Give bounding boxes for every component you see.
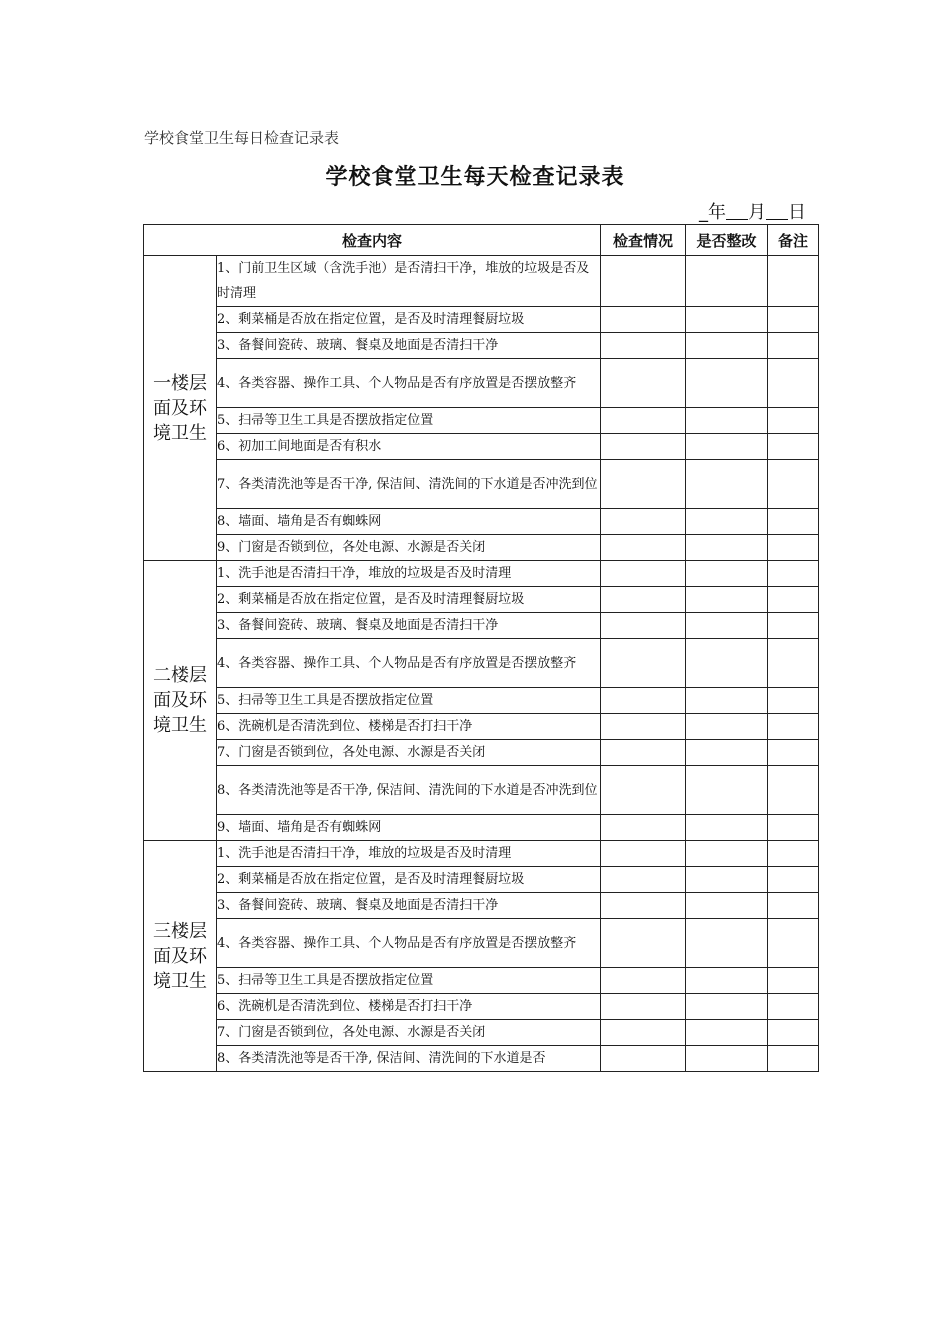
rectified-cell[interactable] [686, 994, 768, 1020]
status-cell[interactable] [601, 333, 686, 359]
table-body [144, 256, 819, 1072]
remarks-cell[interactable] [768, 714, 819, 740]
section-label-line: 二楼层 [153, 665, 207, 686]
check-item: 4、各类容器、操作工具、个人物品是否有序放置是否摆放整齐 [217, 639, 601, 688]
check-item: 7、门窗是否锁到位，各处电源、水源是否关闭 [217, 740, 601, 766]
status-cell[interactable] [601, 561, 686, 587]
table-row [144, 613, 819, 639]
rectified-cell[interactable] [686, 256, 768, 307]
check-item: 6、初加工间地面是否有积水 [217, 434, 601, 460]
table-row [144, 460, 819, 509]
date-year-label: 年 [708, 202, 726, 223]
status-cell[interactable] [601, 535, 686, 561]
rectified-cell[interactable] [686, 968, 768, 994]
remarks-cell[interactable] [768, 841, 819, 867]
check-item: 3、备餐间瓷砖、玻璃、餐桌及地面是否清扫干净 [217, 333, 601, 359]
status-cell[interactable] [601, 434, 686, 460]
remarks-cell[interactable] [768, 256, 819, 307]
document-title: 学校食堂卫生每天检查记录表 [325, 165, 625, 190]
remarks-cell[interactable] [768, 307, 819, 333]
rectified-cell[interactable] [686, 613, 768, 639]
col-remarks-header: 备注 [768, 225, 819, 256]
remarks-cell[interactable] [768, 867, 819, 893]
inspection-table [143, 224, 819, 1072]
table-row [144, 740, 819, 766]
status-cell[interactable] [601, 639, 686, 688]
remarks-cell[interactable] [768, 561, 819, 587]
date-month-label: 月 [748, 202, 766, 223]
rectified-cell[interactable] [686, 408, 768, 434]
rectified-cell[interactable] [686, 434, 768, 460]
running-header: 学校食堂卫生每日检查记录表 [144, 129, 340, 147]
section-label [144, 256, 217, 561]
rectified-cell[interactable] [686, 1020, 768, 1046]
status-cell[interactable] [601, 408, 686, 434]
rectified-cell[interactable] [686, 841, 768, 867]
rectified-cell[interactable] [686, 867, 768, 893]
status-cell[interactable] [601, 994, 686, 1020]
table-row [144, 688, 819, 714]
check-item: 9、门窗是否锁到位，各处电源、水源是否关闭 [217, 535, 601, 561]
remarks-cell[interactable] [768, 919, 819, 968]
table-row [144, 1020, 819, 1046]
check-item: 9、墙面、墙角是否有蜘蛛网 [217, 815, 601, 841]
day-blank[interactable] [766, 203, 788, 220]
check-item: 4、各类容器、操作工具、个人物品是否有序放置是否摆放整齐 [217, 359, 601, 408]
table-header-row [144, 225, 819, 256]
check-item: 1、洗手池是否清扫干净，堆放的垃圾是否及时清理 [217, 841, 601, 867]
status-cell[interactable] [601, 688, 686, 714]
remarks-cell[interactable] [768, 587, 819, 613]
rectified-cell[interactable] [686, 688, 768, 714]
rectified-cell[interactable] [686, 333, 768, 359]
check-item: 5、扫帚等卫生工具是否摆放指定位置 [217, 968, 601, 994]
table-row [144, 815, 819, 841]
section-label-line: 境卫生 [153, 970, 207, 992]
remarks-cell[interactable] [768, 994, 819, 1020]
rectified-cell[interactable] [686, 740, 768, 766]
rectified-cell[interactable] [686, 714, 768, 740]
rectified-cell[interactable] [686, 893, 768, 919]
table-row [144, 639, 819, 688]
col-rectified-header: 是否整改 [686, 225, 768, 256]
date-line [699, 198, 806, 224]
rectified-cell[interactable] [686, 815, 768, 841]
col-status-header: 检查情况 [601, 225, 686, 256]
rectified-cell[interactable] [686, 359, 768, 408]
status-cell[interactable] [601, 613, 686, 639]
table-row [144, 893, 819, 919]
remarks-cell[interactable] [768, 815, 819, 841]
check-item: 8、墙面、墙角是否有蜘蛛网 [217, 509, 601, 535]
table-row [144, 919, 819, 968]
check-item: 2、剩菜桶是否放在指定位置，是否及时清理餐厨垃圾 [217, 307, 601, 333]
status-cell[interactable] [601, 867, 686, 893]
rectified-cell[interactable] [686, 460, 768, 509]
section-label-line: 面及环 [153, 945, 207, 967]
month-blank[interactable] [726, 203, 748, 220]
rectified-cell[interactable] [686, 766, 768, 815]
status-cell[interactable] [601, 460, 686, 509]
remarks-cell[interactable] [768, 535, 819, 561]
check-item: 5、扫帚等卫生工具是否摆放指定位置 [217, 688, 601, 714]
check-item: 7、各类清洗池等是否干净, 保洁间、清洗间的下水道是否冲洗到位 [217, 460, 601, 509]
table-row [144, 561, 819, 587]
check-item: 8、各类清洗池等是否干净, 保洁间、清洗间的下水道是否冲洗到位 [217, 766, 601, 815]
remarks-cell[interactable] [768, 434, 819, 460]
date-prefix: _ [699, 202, 708, 223]
check-item: 2、剩菜桶是否放在指定位置，是否及时清理餐厨垃圾 [217, 587, 601, 613]
status-cell[interactable] [601, 740, 686, 766]
check-item: 3、备餐间瓷砖、玻璃、餐桌及地面是否清扫干净 [217, 893, 601, 919]
table-row [144, 867, 819, 893]
rectified-cell[interactable] [686, 307, 768, 333]
table-row [144, 766, 819, 815]
section-label-line: 面及环 [153, 690, 207, 711]
status-cell[interactable] [601, 587, 686, 613]
status-cell[interactable] [601, 714, 686, 740]
rectified-cell[interactable] [686, 919, 768, 968]
section-label-line: 境卫生 [153, 422, 207, 444]
table-row [144, 587, 819, 613]
check-item: 7、门窗是否锁到位，各处电源、水源是否关闭 [217, 1020, 601, 1046]
remarks-cell[interactable] [768, 460, 819, 509]
status-cell[interactable] [601, 766, 686, 815]
check-item: 6、洗碗机是否清洗到位、楼梯是否打扫干净 [217, 714, 601, 740]
check-item: 3、备餐间瓷砖、玻璃、餐桌及地面是否清扫干净 [217, 613, 601, 639]
remarks-cell[interactable] [768, 968, 819, 994]
table-row [144, 307, 819, 333]
remarks-cell[interactable] [768, 333, 819, 359]
table-row [144, 968, 819, 994]
remarks-cell[interactable] [768, 359, 819, 408]
rectified-cell[interactable] [686, 639, 768, 688]
status-cell[interactable] [601, 919, 686, 968]
status-cell[interactable] [601, 307, 686, 333]
table-row [144, 841, 819, 867]
check-item: 5、扫帚等卫生工具是否摆放指定位置 [217, 408, 601, 434]
date-day-label: 日 [788, 202, 806, 223]
status-cell[interactable] [601, 893, 686, 919]
status-cell[interactable] [601, 1020, 686, 1046]
table-row [144, 434, 819, 460]
remarks-cell[interactable] [768, 613, 819, 639]
status-cell[interactable] [601, 1046, 686, 1072]
remarks-cell[interactable] [768, 1020, 819, 1046]
check-item: 4、各类容器、操作工具、个人物品是否有序放置是否摆放整齐 [217, 919, 601, 968]
table-row [144, 359, 819, 408]
table-row [144, 509, 819, 535]
status-cell[interactable] [601, 509, 686, 535]
rectified-cell[interactable] [686, 535, 768, 561]
status-cell[interactable] [601, 256, 686, 307]
rectified-cell[interactable] [686, 561, 768, 587]
remarks-cell[interactable] [768, 766, 819, 815]
remarks-cell[interactable] [768, 893, 819, 919]
section-label-line: 境卫生 [153, 715, 207, 736]
table-row [144, 994, 819, 1020]
status-cell[interactable] [601, 968, 686, 994]
remarks-cell[interactable] [768, 639, 819, 688]
check-item: 2、剩菜桶是否放在指定位置，是否及时清理餐厨垃圾 [217, 867, 601, 893]
section-label-line: 面及环 [153, 397, 207, 419]
remarks-cell[interactable] [768, 408, 819, 434]
rectified-cell[interactable] [686, 509, 768, 535]
section-label [144, 561, 217, 841]
check-item: 8、各类清洗池等是否干净, 保洁间、清洗间的下水道是否 [217, 1046, 601, 1072]
col-content-header: 检查内容 [144, 225, 601, 256]
table-row [144, 408, 819, 434]
status-cell[interactable] [601, 815, 686, 841]
table-row [144, 333, 819, 359]
rectified-cell[interactable] [686, 1046, 768, 1072]
status-cell[interactable] [601, 359, 686, 408]
section-label-line: 一楼层 [153, 372, 207, 394]
rectified-cell[interactable] [686, 587, 768, 613]
table-row [144, 714, 819, 740]
remarks-cell[interactable] [768, 688, 819, 714]
section-label-line: 三楼层 [153, 920, 207, 942]
table-row [144, 1046, 819, 1072]
check-item: 1、门前卫生区域（含洗手池）是否清扫干净，堆放的垃圾是否及时清理 [217, 256, 601, 307]
remarks-cell[interactable] [768, 1046, 819, 1072]
remarks-cell[interactable] [768, 740, 819, 766]
check-item: 1、洗手池是否清扫干净，堆放的垃圾是否及时清理 [217, 561, 601, 587]
table-row [144, 535, 819, 561]
remarks-cell[interactable] [768, 509, 819, 535]
check-item: 6、洗碗机是否清洗到位、楼梯是否打扫干净 [217, 994, 601, 1020]
section-label [144, 841, 217, 1072]
status-cell[interactable] [601, 841, 686, 867]
table-row [144, 256, 819, 307]
